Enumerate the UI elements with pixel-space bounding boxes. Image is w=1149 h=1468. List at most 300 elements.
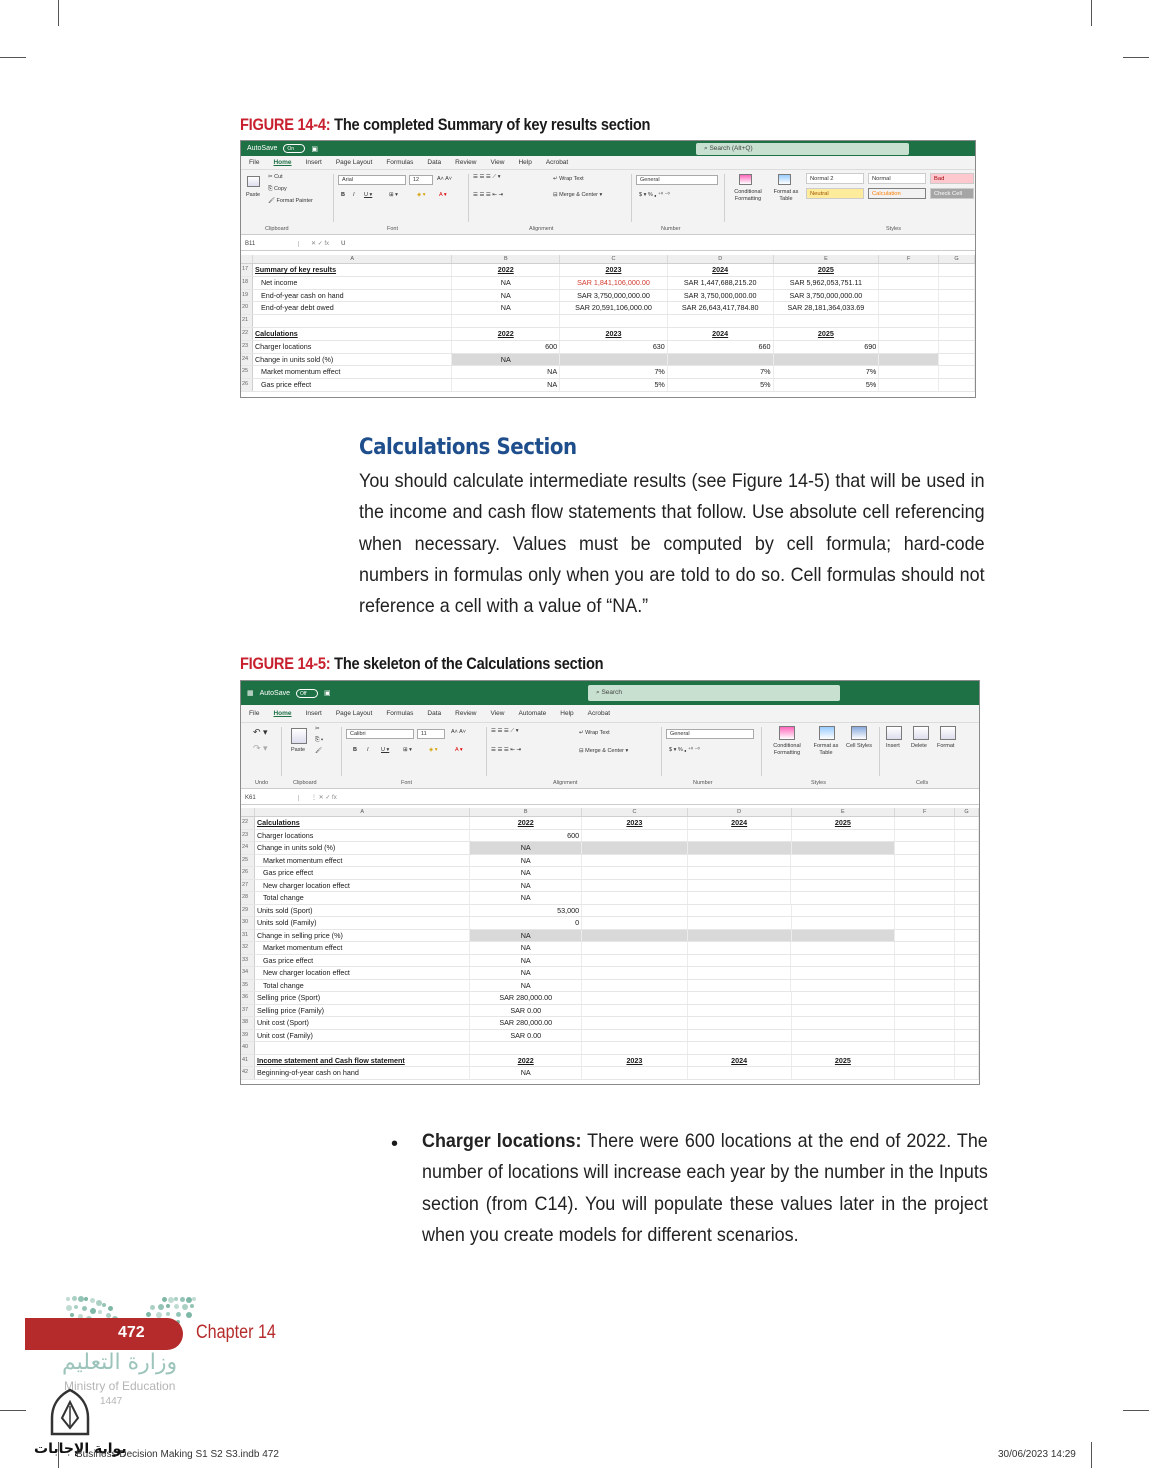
menu-page-layout[interactable]: Page Layout [335,710,373,717]
cell-g[interactable] [955,842,979,854]
cell-b[interactable] [470,1042,582,1054]
menu-acrobat[interactable]: Acrobat [545,159,569,166]
menu-help[interactable]: Help [560,710,574,717]
cell-e[interactable] [791,892,895,904]
cell-g[interactable] [955,892,979,904]
cell-f[interactable] [895,980,955,992]
cell-f[interactable] [895,955,955,967]
cell-c[interactable]: 2023 [582,1055,688,1067]
cell-c[interactable] [582,1030,688,1042]
cell-a[interactable]: Market momentum effect [255,942,470,954]
row-number[interactable]: 23 [241,830,255,842]
font-name-select[interactable]: Arial [338,175,406,185]
cell-b[interactable]: NA [470,955,582,967]
save-icon[interactable]: ▣ [323,690,331,697]
cell-e[interactable] [774,315,880,327]
cell-c[interactable] [582,830,688,842]
cell-b[interactable]: 600 [470,830,582,842]
cell-a[interactable]: Units sold (Family) [255,917,470,929]
align-left-icon[interactable]: ☰ ☰ ☰ ⇤ ⇥ [491,747,522,753]
cell-e[interactable]: 2025 [774,328,880,340]
cell-g[interactable] [939,315,975,327]
cell-a[interactable]: Calculations [253,328,452,340]
cell-f[interactable] [879,264,939,276]
menu-automate[interactable]: Automate [518,710,547,717]
cell-b[interactable]: 0 [470,917,582,929]
cell-b[interactable]: NA [470,867,582,879]
cell-e[interactable] [791,967,895,979]
menu-insert[interactable]: Insert [305,710,322,717]
menu-review[interactable]: Review [455,159,477,166]
menu-help[interactable]: Help [518,159,532,166]
cell-e[interactable]: 2025 [792,817,896,829]
cell-e[interactable] [792,1067,896,1079]
cell-f[interactable] [879,315,939,327]
cell-a[interactable]: End-of-year cash on hand [253,290,452,302]
cell-a[interactable] [255,1042,470,1054]
cell-f[interactable] [895,942,955,954]
column-header-e[interactable]: E [792,808,896,816]
cell-d[interactable] [688,917,792,929]
row-number[interactable]: 35 [241,980,255,992]
cell-d[interactable] [688,1042,792,1054]
row-number[interactable]: 27 [241,880,255,892]
cell-a[interactable]: Beginning-of-year cash on hand [255,1067,470,1079]
search-box[interactable]: ⌕ Search [588,685,840,701]
cell-g[interactable] [955,867,979,879]
cell-a[interactable]: Total change [255,980,470,992]
cell-c[interactable] [582,942,688,954]
cell-b[interactable]: NA [470,930,582,942]
fx-icon[interactable]: ✕ ✓ fx [311,241,330,247]
row-number[interactable]: 40 [241,1042,255,1054]
cell-f[interactable] [879,290,939,302]
cell-b[interactable]: 2022 [470,817,582,829]
cell-d[interactable]: 7% [668,366,774,378]
cell-b[interactable]: SAR 280,000.00 [470,1017,582,1029]
cell-a[interactable]: Net income [253,277,452,289]
cell-a[interactable]: Units sold (Sport) [255,905,470,917]
column-header-e[interactable]: E [774,255,880,263]
menu-review[interactable]: Review [455,710,477,717]
cell-e[interactable] [792,1030,896,1042]
paste-button[interactable]: Paste [291,747,306,753]
cell-e[interactable] [792,917,896,929]
cell-d[interactable]: 5% [668,379,774,391]
cell-c[interactable] [582,992,688,1004]
cell-c[interactable] [582,905,688,917]
cell-b[interactable]: NA [470,842,582,854]
cell-b[interactable]: NA [452,354,560,366]
insert-icon[interactable] [886,726,902,740]
cell-e[interactable]: 7% [774,366,880,378]
cell-d[interactable] [688,967,792,979]
cell-a[interactable]: Charger locations [255,830,470,842]
row-number[interactable]: 32 [241,942,255,954]
column-header-b[interactable]: B [452,255,560,263]
cell-styles-icon[interactable] [851,726,867,740]
conditional-formatting-button[interactable]: Conditional Formatting [734,189,762,202]
cell-d[interactable]: 2024 [688,817,792,829]
row-number[interactable]: 28 [241,892,255,904]
cell-a[interactable]: Calculations [255,817,470,829]
conditional-formatting-button[interactable]: Conditional Formatting [773,743,801,756]
cell-d[interactable] [688,942,792,954]
search-box[interactable]: ⌕ Search (Alt+Q) [696,143,909,155]
row-number[interactable]: 33 [241,955,255,967]
copy-icon[interactable]: ⎘ ▾ [315,737,324,743]
cell-b[interactable]: NA [470,855,582,867]
redo-icon[interactable]: ↷ ▾ [253,743,268,753]
underline-button[interactable]: U ▾ [381,747,390,753]
cell-b[interactable]: 2022 [470,1055,582,1067]
column-header-d[interactable]: D [688,808,792,816]
cell-c[interactable]: 2023 [582,817,688,829]
cell-e[interactable] [791,942,895,954]
underline-button[interactable]: U ▾ [364,192,373,198]
cell-e[interactable] [791,855,895,867]
italic-button[interactable]: I [367,747,369,753]
cell-a[interactable]: Change in selling price (%) [255,930,470,942]
menu-acrobat[interactable]: Acrobat [587,710,611,717]
cell-d[interactable] [688,1030,792,1042]
cell-c[interactable]: 2023 [560,264,668,276]
cell-f[interactable] [879,302,939,314]
cell-e[interactable] [791,980,895,992]
cell-a[interactable] [253,315,452,327]
cell-b[interactable]: SAR 0.00 [470,1030,582,1042]
row-number[interactable]: 24 [241,354,253,366]
paste-icon[interactable] [291,728,307,744]
currency-icon[interactable]: $ ▾ % ❟ ⁺⁰ ⁻⁰ [669,747,700,753]
bold-button[interactable]: B [341,192,345,198]
font-color-icon[interactable]: A ▾ [439,192,447,198]
cell-f[interactable] [895,1030,955,1042]
cell-g[interactable] [955,855,979,867]
row-number[interactable]: 24 [241,842,255,854]
cell-e[interactable]: 2025 [792,1055,896,1067]
cell-c[interactable] [582,892,688,904]
cell-a[interactable]: Income statement and Cash flow statement [255,1055,470,1067]
fx-icon[interactable]: ⋮ ✕ ✓ fx [311,795,337,801]
cell-f[interactable] [895,842,955,854]
cell-g[interactable] [955,992,979,1004]
cell-c[interactable] [582,1017,688,1029]
format-table-icon[interactable] [778,174,791,185]
column-header-b[interactable]: B [470,808,582,816]
align-top-icon[interactable]: ☰ ☰ ☰ ⟋ ▾ [491,728,519,734]
cell-b[interactable]: NA [470,892,582,904]
cell-b[interactable]: NA [470,942,582,954]
row-number[interactable]: 23 [241,341,253,353]
cell-f[interactable] [895,1055,955,1067]
cell-c[interactable] [560,354,668,366]
cell-c[interactable] [582,930,688,942]
cell-g[interactable] [955,817,979,829]
menu-view[interactable]: View [490,159,505,166]
border-icon[interactable]: ⊞ ▾ [389,192,398,198]
cell-g[interactable] [955,905,979,917]
cell-e[interactable]: 2025 [774,264,880,276]
cell-f[interactable] [879,354,939,366]
cell-c[interactable] [582,955,688,967]
cell-d[interactable]: 2024 [688,1055,792,1067]
font-grow-icon[interactable]: A˄ A˅ [437,176,452,182]
row-number[interactable]: 21 [241,315,253,327]
column-header-a[interactable]: A [253,255,452,263]
cell-d[interactable] [688,880,792,892]
cell-c[interactable] [582,842,688,854]
column-header-g[interactable]: G [955,808,979,816]
align-left-icon[interactable]: ☰ ☰ ☰ ⇤ ⇥ [473,192,504,198]
number-format-select[interactable]: General [666,729,754,739]
cell-c[interactable]: SAR 1,841,106,000.00 [560,277,668,289]
menu-file[interactable]: File [249,159,260,166]
row-number[interactable]: 25 [241,855,255,867]
style-neutral[interactable]: Neutral [806,188,864,199]
fill-color-icon[interactable]: ◈ ▾ [417,192,426,198]
cell-c[interactable]: 7% [560,366,668,378]
cell-g[interactable] [939,277,975,289]
row-number[interactable]: 37 [241,1005,255,1017]
cell-e[interactable]: 690 [774,341,880,353]
cell-a[interactable]: Selling price (Sport) [255,992,470,1004]
cell-e[interactable] [792,830,896,842]
cell-g[interactable] [955,1005,979,1017]
cell-g[interactable] [939,290,975,302]
format-painter-icon[interactable]: 🖌 [315,748,322,754]
cell-e[interactable] [774,354,880,366]
cell-g[interactable] [955,967,979,979]
cell-f[interactable] [895,892,955,904]
cell-a[interactable]: Gas price effect [255,955,470,967]
italic-button[interactable]: I [353,192,355,198]
row-number[interactable]: 17 [241,264,253,276]
menu-home[interactable]: Home [273,159,292,166]
style-bad[interactable]: Bad [930,173,974,184]
delete-icon[interactable] [913,726,929,740]
row-number[interactable]: 31 [241,930,255,942]
format-table-button[interactable]: Format as Table [813,743,839,756]
cell-a[interactable]: Unit cost (Family) [255,1030,470,1042]
cell-b[interactable]: 600 [452,341,560,353]
cell-f[interactable] [879,277,939,289]
cell-d[interactable]: SAR 3,750,000,000.00 [668,290,774,302]
row-number[interactable]: 26 [241,379,253,391]
cell-c[interactable] [582,967,688,979]
cell-f[interactable] [879,366,939,378]
cell-b[interactable]: NA [470,1067,582,1079]
column-header-d[interactable]: D [668,255,774,263]
cell-g[interactable] [955,1067,979,1079]
cell-a[interactable]: Unit cost (Sport) [255,1017,470,1029]
cell-c[interactable]: 630 [560,341,668,353]
cell-d[interactable] [668,315,774,327]
cell-d[interactable] [688,830,792,842]
cell-d[interactable]: 2024 [668,264,774,276]
cell-d[interactable] [688,842,792,854]
cell-c[interactable] [560,315,668,327]
cell-f[interactable] [895,992,955,1004]
cell-f[interactable] [895,930,955,942]
cell-g[interactable] [955,880,979,892]
font-size-select[interactable]: 12 [409,175,433,185]
cell-b[interactable]: NA [470,967,582,979]
cell-a[interactable]: Gas price effect [255,867,470,879]
cell-b[interactable]: NA [452,302,560,314]
conditional-formatting-icon[interactable] [739,174,752,185]
paste-button[interactable]: Paste [246,192,261,198]
paste-icon[interactable] [247,176,260,187]
style-normal-2[interactable]: Normal 2 [806,173,864,184]
name-box[interactable]: K61 [241,795,299,801]
cell-f[interactable] [895,855,955,867]
border-icon[interactable]: ⊞ ▾ [403,747,412,753]
font-size-select[interactable]: 11 [417,729,445,739]
cell-g[interactable] [955,1017,979,1029]
menu-data[interactable]: Data [427,159,442,166]
format-icon[interactable] [940,726,956,740]
cell-b[interactable]: NA [470,980,582,992]
row-number[interactable]: 22 [241,817,255,829]
cell-f[interactable] [895,1042,955,1054]
currency-icon[interactable]: $ ▾ % ❟ ⁺⁰ ⁻⁰ [639,192,670,198]
column-header-f[interactable]: F [879,255,939,263]
corner-cell[interactable] [241,255,253,263]
cell-a[interactable]: Charger locations [253,341,452,353]
cell-c[interactable] [582,1005,688,1017]
font-grow-icon[interactable]: A˄ A˅ [451,729,466,735]
menu-data[interactable]: Data [427,710,442,717]
cell-g[interactable] [939,328,975,340]
column-header-c[interactable]: C [582,808,688,816]
cell-e[interactable] [792,1017,896,1029]
column-header-a[interactable]: A [255,808,470,816]
cell-e[interactable]: SAR 5,962,053,751.11 [774,277,880,289]
cell-c[interactable] [582,867,688,879]
cell-g[interactable] [939,341,975,353]
cell-g[interactable] [955,930,979,942]
row-number[interactable]: 38 [241,1017,255,1029]
row-number[interactable]: 19 [241,290,253,302]
cell-g[interactable] [939,264,975,276]
column-header-c[interactable]: C [560,255,668,263]
style-calculation[interactable]: Calculation [868,188,926,199]
cell-g[interactable] [955,980,979,992]
cell-c[interactable]: 5% [560,379,668,391]
row-number[interactable]: 36 [241,992,255,1004]
cell-f[interactable] [895,1005,955,1017]
copy-button[interactable]: ⎘ Copy [268,186,287,192]
cell-g[interactable] [939,354,975,366]
cell-f[interactable] [895,967,955,979]
cell-g[interactable] [955,1055,979,1067]
cell-d[interactable] [688,855,792,867]
cell-c[interactable]: 2023 [560,328,668,340]
cell-d[interactable]: 2024 [668,328,774,340]
cell-d[interactable] [688,992,792,1004]
formula-input[interactable]: U [341,240,346,247]
cell-a[interactable]: Change in units sold (%) [253,354,452,366]
cell-b[interactable]: SAR 0.00 [470,1005,582,1017]
cell-e[interactable]: 5% [774,379,880,391]
cell-f[interactable] [895,880,955,892]
cell-g[interactable] [939,302,975,314]
row-number[interactable]: 26 [241,867,255,879]
cell-b[interactable] [452,315,560,327]
cell-d[interactable] [688,905,792,917]
cell-b[interactable]: 53,000 [470,905,582,917]
cell-e[interactable] [792,930,896,942]
name-box[interactable]: B11 [241,241,299,247]
cell-b[interactable]: NA [470,880,582,892]
cell-c[interactable] [582,880,688,892]
cell-d[interactable] [688,955,792,967]
row-number[interactable]: 25 [241,366,253,378]
menu-file[interactable]: File [249,710,260,717]
bold-button[interactable]: B [353,747,357,753]
cell-e[interactable] [792,992,896,1004]
row-number[interactable]: 41 [241,1055,255,1067]
row-number[interactable]: 30 [241,917,255,929]
cell-e[interactable] [792,1005,896,1017]
cell-g[interactable] [955,917,979,929]
merge-center-button[interactable]: ⊟ Merge & Center ▾ [579,748,629,754]
cut-icon[interactable]: ✂ [315,726,320,732]
number-format-select[interactable]: General [636,175,718,185]
cell-d[interactable] [688,1005,792,1017]
cell-e[interactable] [791,955,895,967]
cell-f[interactable] [895,1017,955,1029]
cell-e[interactable] [792,842,896,854]
row-number[interactable]: 39 [241,1030,255,1042]
cell-f[interactable] [895,1067,955,1079]
cell-c[interactable] [582,980,688,992]
delete-button[interactable]: Delete [911,743,927,749]
cell-e[interactable]: SAR 28,181,364,033.69 [774,302,880,314]
insert-button[interactable]: Insert [886,743,900,749]
cell-g[interactable] [955,1042,979,1054]
font-name-select[interactable]: Calibri [346,729,414,739]
cell-c[interactable]: SAR 20,591,106,000.00 [560,302,668,314]
menu-page-layout[interactable]: Page Layout [335,159,373,166]
fill-color-icon[interactable]: ◈ ▾ [429,747,438,753]
menu-insert[interactable]: Insert [305,159,322,166]
merge-center-button[interactable]: ⊟ Merge & Center ▾ [553,192,603,198]
cell-e[interactable]: SAR 3,750,000,000.00 [774,290,880,302]
style-normal[interactable]: Normal [868,173,926,184]
cell-d[interactable]: SAR 1,447,688,215.20 [668,277,774,289]
cell-a[interactable]: New charger location effect [255,880,470,892]
row-number[interactable]: 29 [241,905,255,917]
cell-f[interactable] [895,867,955,879]
column-header-g[interactable]: G [939,255,975,263]
cell-d[interactable] [688,930,792,942]
cell-a[interactable]: Summary of key results [253,264,452,276]
cell-b[interactable]: NA [452,277,560,289]
cell-e[interactable] [791,880,895,892]
cell-c[interactable] [582,855,688,867]
cell-e[interactable] [792,1042,896,1054]
cell-b[interactable]: NA [452,366,560,378]
format-button[interactable]: Format [937,743,955,749]
cell-b[interactable]: NA [452,379,560,391]
menu-formulas[interactable]: Formulas [386,710,414,717]
cell-b[interactable]: 2022 [452,328,560,340]
align-top-icon[interactable]: ☰ ☰ ☰ ⟋ ▾ [473,174,501,180]
cell-a[interactable]: End-of-year debt owed [253,302,452,314]
cell-b[interactable]: 2022 [452,264,560,276]
